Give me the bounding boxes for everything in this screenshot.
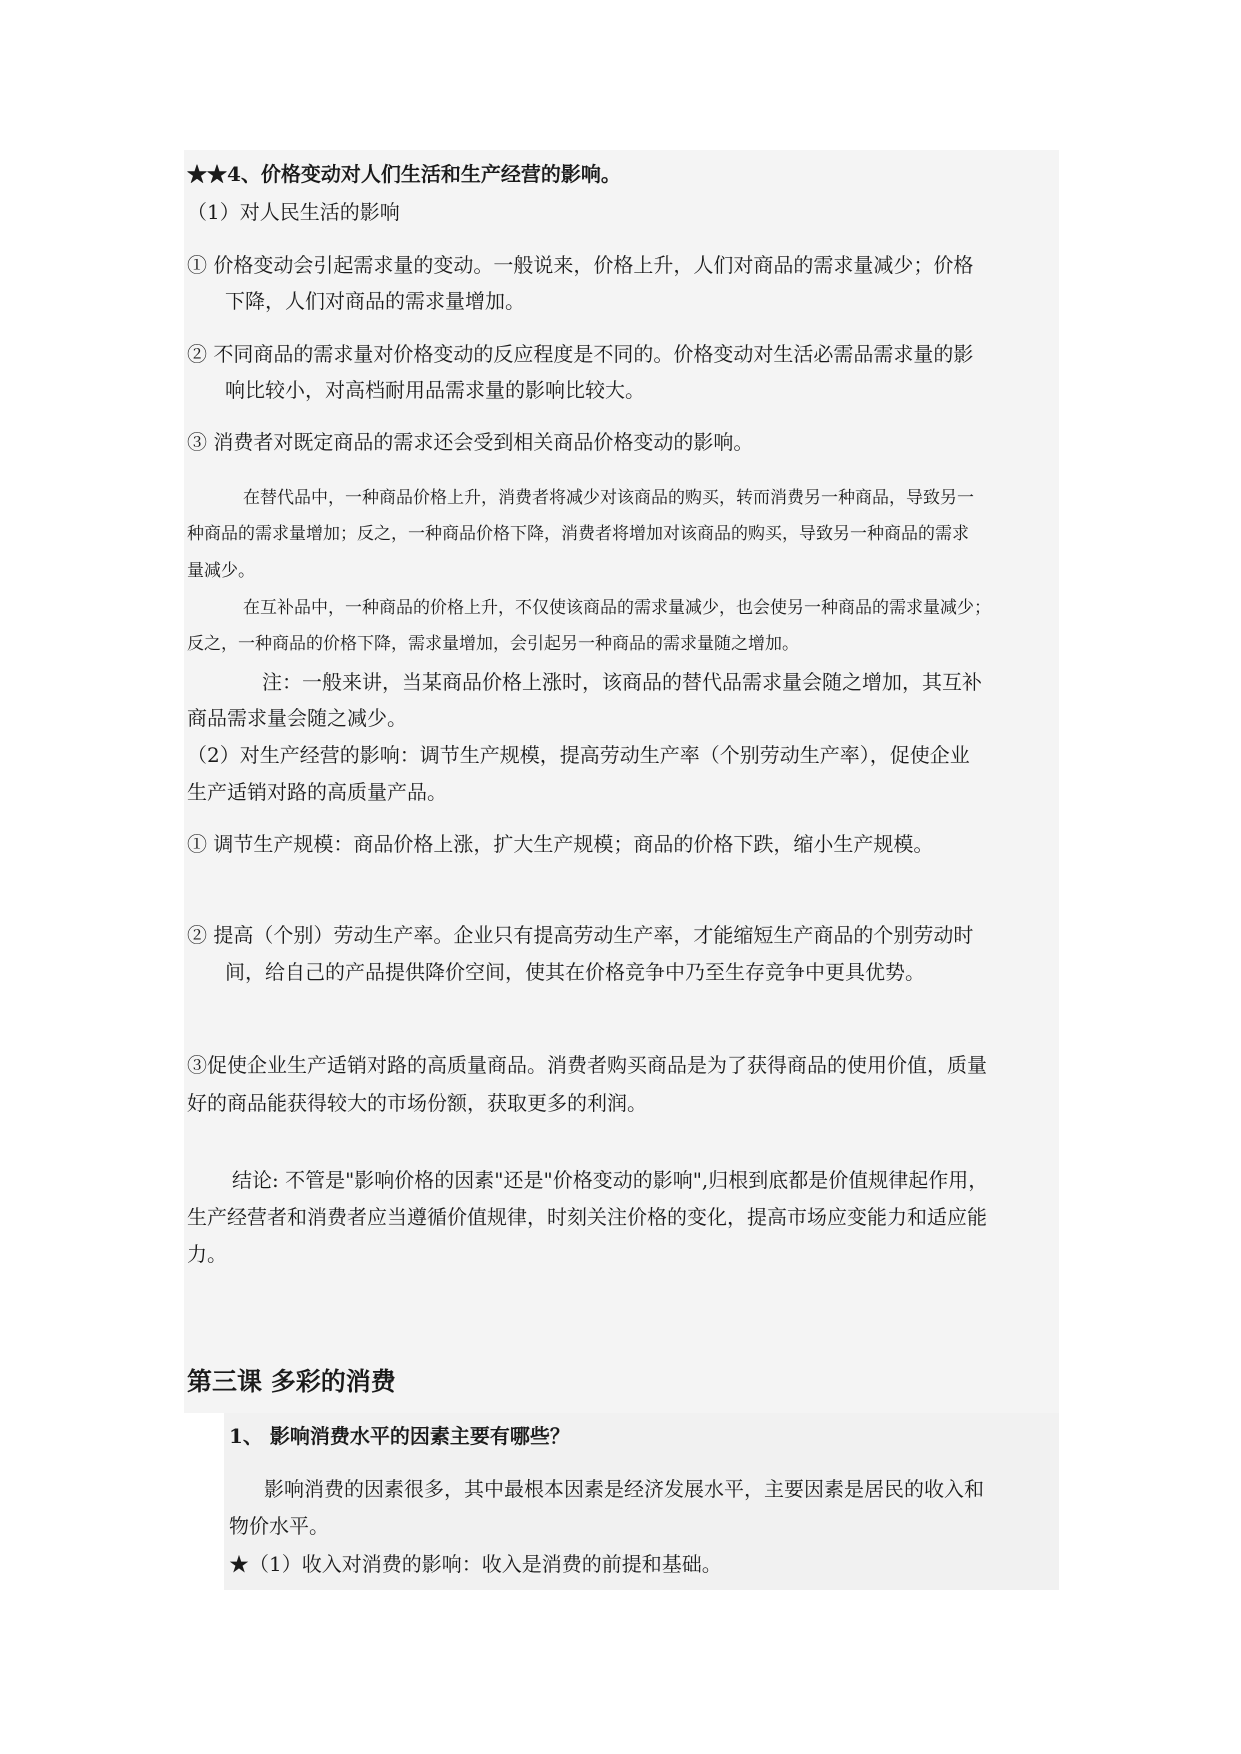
point-1-line-1: ① 价格变动会引起需求量的变动。一般说来，价格上升，人们对商品的需求量减少；价格 [187,253,974,277]
page-margin [184,1413,224,1590]
conclusion-line-2: 生产经营者和消费者应当遵循价值规律，时刻关注价格的变化，提高市场应变能力和适应能 [187,1205,987,1229]
question-1: 1、 影响消费水平的因素主要有哪些？ [229,1424,570,1448]
answer-1-line-2: 物价水平。 [229,1514,329,1538]
subheading-life: （1）对人民生活的影响 [187,200,400,224]
conclusion-line-1: 结论: 不管是"影响价格的因素"还是"价格变动的影响",归根到底都是价值规律起作用， [232,1168,989,1192]
note-line-1: 注：一般来讲，当某商品价格上涨时，该商品的替代品需求量会随之增加，其互补 [262,670,982,694]
section-title: ★★4、价格变动对人们生活和生产经营的影响。 [187,162,621,186]
production-point-3-line-2: 好的商品能获得较大的市场份额，获取更多的利润。 [187,1091,647,1115]
answer-1-line-1: 影响消费的因素很多，其中最根本因素是经济发展水平，主要因素是居民的收入和 [264,1477,984,1501]
complement-line-2: 反之，一种商品的价格下降，需求量增加，会引起另一种商品的需求量随之增加。 [187,634,799,654]
production-point-1: ① 调节生产规模：商品价格上涨，扩大生产规模；商品的价格下跌，缩小生产规模。 [187,832,934,856]
point-2-line-1: ② 不同商品的需求量对价格变动的反应程度是不同的。价格变动对生活必需品需求量的影 [187,342,974,366]
point-2-line-2: 响比较小，对高档耐用品需求量的影响比较大。 [225,378,645,402]
subheading-production-line-1: （2）对生产经营的影响：调节生产规模，提高劳动生产率（个别劳动生产率），促使企业 [187,743,970,767]
substitute-line-1: 在替代品中，一种商品价格上升，消费者将减少对该商品的购买，转而消费另一种商品，导致另一 [243,488,974,508]
substitute-line-2: 种商品的需求量增加；反之，一种商品价格下降，消费者将增加对该商品的购买，导致另一种商品的需求 [187,524,969,544]
production-point-2-line-1: ② 提高（个别）劳动生产率。企业只有提高劳动生产率，才能缩短生产商品的个别劳动时 [187,923,974,947]
lesson-title: 第三课 多彩的消费 [187,1367,396,1396]
conclusion-line-3: 力。 [187,1242,227,1266]
point-3: ③ 消费者对既定商品的需求还会受到相关商品价格变动的影响。 [187,430,754,454]
note-line-2: 商品需求量会随之减少。 [187,706,407,730]
substitute-line-3: 量减少。 [187,561,255,581]
production-point-2-line-2: 间，给自己的产品提供降价空间，使其在价格竞争中乃至生存竞争中更具优势。 [225,960,925,984]
production-point-3-line-1: ③促使企业生产适销对路的高质量商品。消费者购买商品是为了获得商品的使用价值，质量 [187,1053,987,1077]
point-1-line-2: 下降，人们对商品的需求量增加。 [225,289,525,313]
subheading-production-line-2: 生产适销对路的高质量产品。 [187,780,447,804]
complement-line-1: 在互补品中，一种商品的价格上升，不仅使该商品的需求量减少，也会使另一种商品的需求量减少； [243,598,991,618]
answer-1-point: ★（1）收入对消费的影响：收入是消费的前提和基础。 [229,1552,722,1576]
